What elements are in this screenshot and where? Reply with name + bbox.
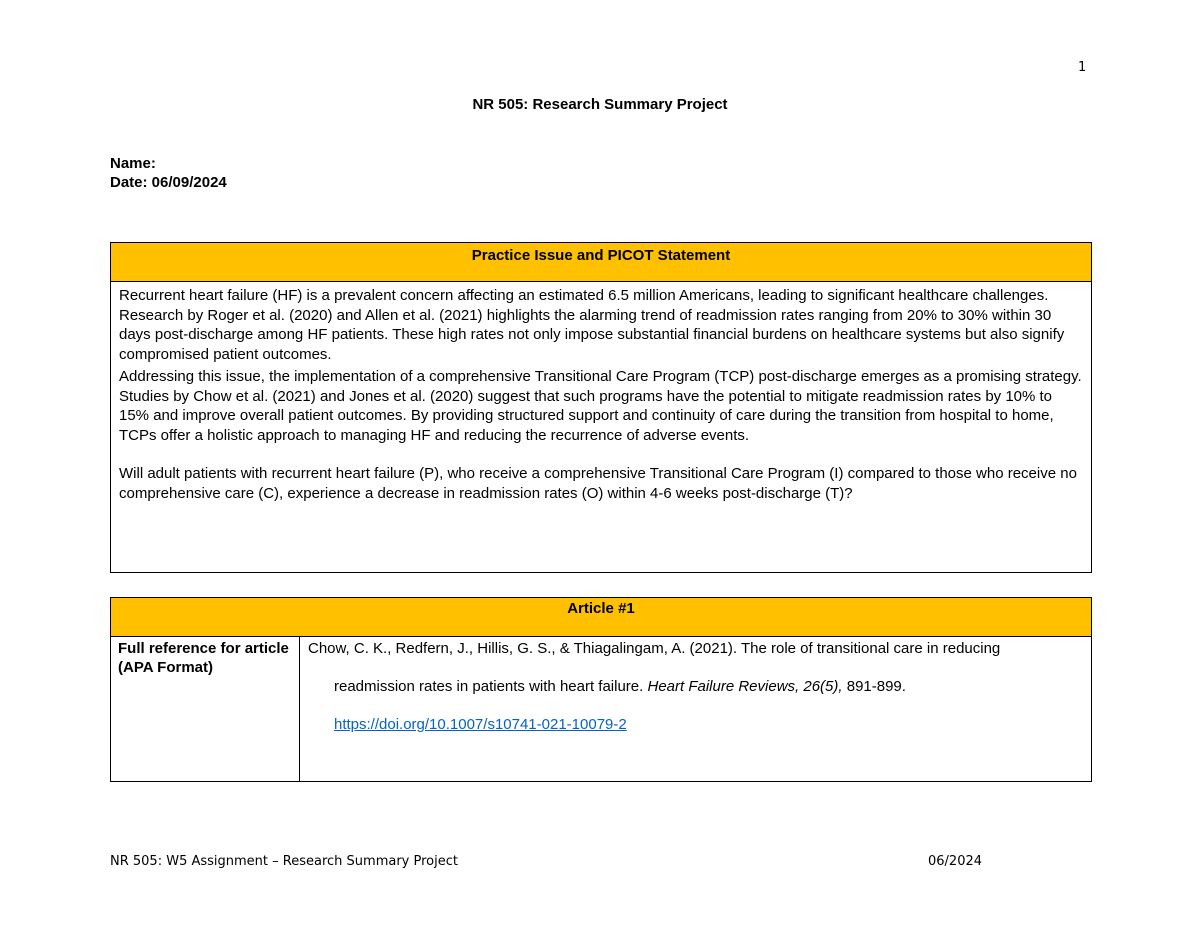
- practice-issue-paragraph: Recurrent heart failure (HF) is a prevalent concern affecting an estimated 6.5 million Americans, leading to significant healthcare challenges. Research by Roger et al. (2020) and Allen et al. (2021) highlights the alarming trend of readmission rates ranging from 20% to 30% within 30 days post-discharge among HF patients. These high rates not only impose substantial financial burdens on healthcare systems but also signify compromised patient outcomes.: [119, 287, 1065, 363]
- page-number: 1: [1078, 60, 1087, 75]
- document-title: NR 505: Research Summary Project: [472, 96, 728, 113]
- picot-question: Will adult patients with recurrent heart failure (P), who receive a comprehensive Transitional Care Program (I) compared to those who receive no comprehensive care (C), experience a decrease in readmission rates (O) within 4-6 weeks post-discharge (T)?: [119, 465, 1077, 502]
- picot-table: [110, 242, 1092, 573]
- footer-date: 06/2024: [928, 854, 983, 869]
- reference-line-2: [334, 677, 1083, 696]
- tcp-strategy-paragraph: Addressing this issue, the implementation of a comprehensive Transitional Care Program (TCP) post-discharge emerges as a promising strategy. Studies by Chow et al. (2021) and Jones et al. (2020) suggest that such programs have the potential to mitigate readmission rates by 10% to 15% and improve overall patient outcomes. By providing structured support and continuity of care during the transition from hospital to home, TCPs offer a holistic approach to managing HF and reducing the recurrence of adverse events.: [119, 368, 1082, 444]
- reference-journal: Heart Failure Reviews, 26(5),: [647, 678, 843, 695]
- article-1-header: Article #1: [111, 598, 1092, 637]
- reference-label: Full reference for article (APA Format): [111, 637, 300, 782]
- footer-left-text: NR 505: W5 Assignment – Research Summary Project: [110, 854, 458, 869]
- reference-title-text: readmission rates in patients with heart failure.: [334, 678, 648, 695]
- reference-pages: 891-899.: [842, 678, 906, 695]
- picot-table-body: [111, 282, 1092, 573]
- date-line: Date: 06/09/2024: [110, 174, 227, 191]
- reference-cell: [300, 637, 1092, 782]
- doi-link[interactable]: https://doi.org/10.1007/s10741-021-10079-2: [334, 716, 627, 733]
- name-field-label: Name:: [110, 155, 156, 172]
- article-1-table: [110, 597, 1092, 782]
- reference-line-1: Chow, C. K., Redfern, J., Hillis, G. S., & Thiagalingam, A. (2021). The role of transitional care in reducing: [308, 640, 1001, 657]
- picot-table-header: Practice Issue and PICOT Statement: [111, 243, 1092, 282]
